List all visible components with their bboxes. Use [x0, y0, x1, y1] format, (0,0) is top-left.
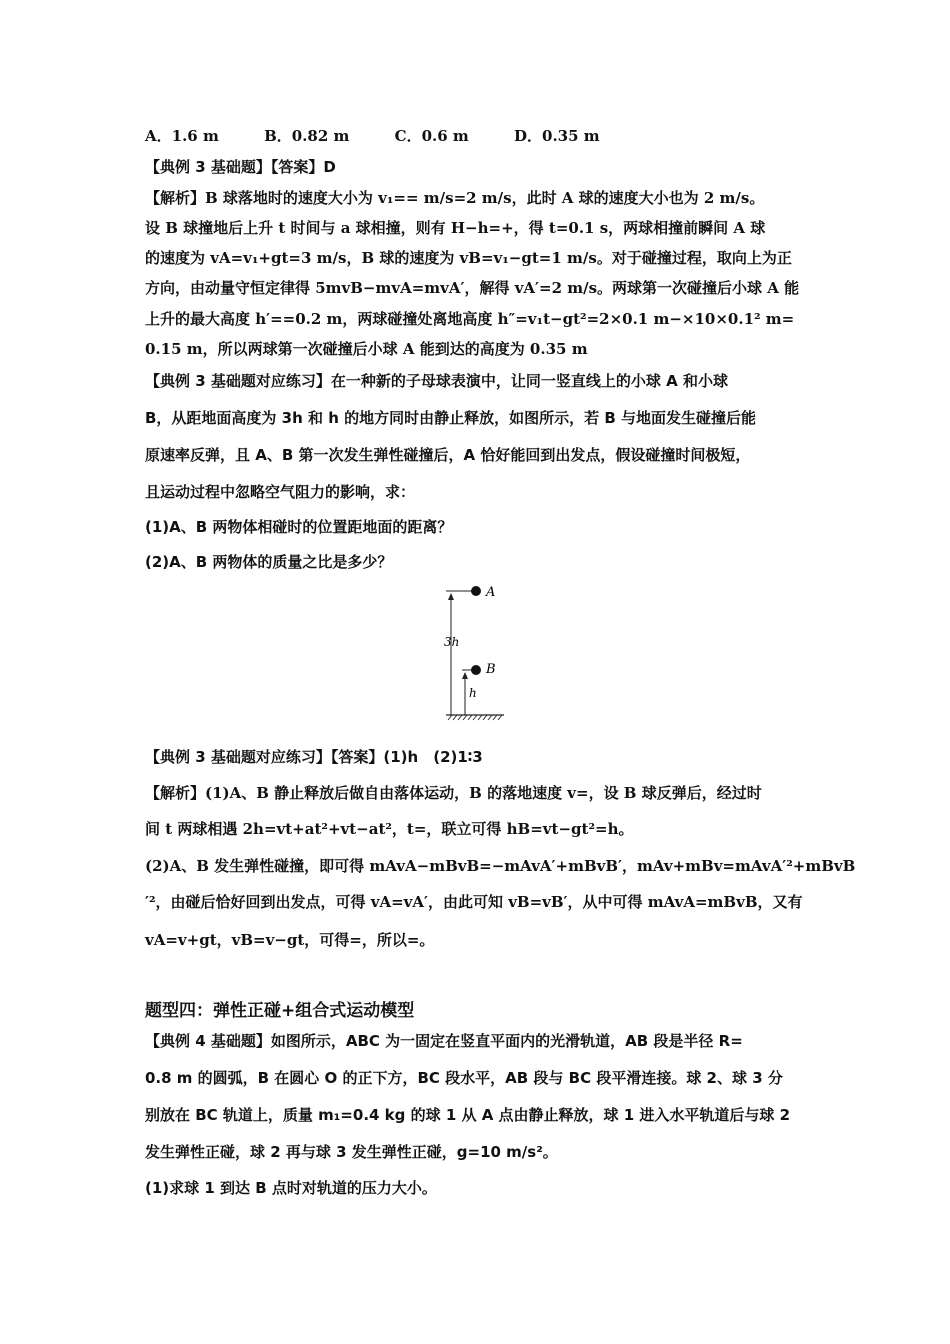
ex3-analysis-line: 0.15 m，所以两球第一次碰撞后小球 A 能到达的高度为 0.35 m: [145, 340, 588, 358]
ball-b: [471, 665, 481, 675]
ex4-question-line: 【典例 4 基础题】如图所示，ABC 为一固定在竖直平面内的光滑轨道，AB 段是半径 R=: [145, 1032, 743, 1050]
practice-question-line: (1)A、B 两物体相碰时的位置距地面的距离？: [145, 518, 453, 536]
label-b: B: [486, 662, 496, 677]
practice-analysis-line: (2)A、B 发生弹性碰撞，即可得 mAvA−mBvB=−mAvA′+mBvB′，mAv+mBv=mAvA′²+mBvB: [145, 857, 856, 875]
ex4-question-line: 发生弹性正碰，球 2 再与球 3 发生弹性正碰，g=10 m/s²。: [145, 1143, 558, 1161]
practice-analysis-line: vA=v+gt，vB=v−gt，可得=，所以=。: [145, 931, 435, 949]
answer-options: [145, 126, 840, 146]
practice-question-line: 【典例 3 基础题对应练习】在一种新的子母球表演中，让同一竖直线上的小球 A 和小球: [145, 372, 728, 390]
option-b: B．0.82 m: [264, 127, 350, 145]
ground-hatching: [448, 715, 502, 720]
practice-analysis-line: 【解析】(1)A、B 静止释放后做自由落体运动，B 的落地速度 v=，设 B 球反弹后，经过时: [145, 784, 762, 802]
practice-question-line: 且运动过程中忽略空气阻力的影响，求：: [145, 483, 416, 501]
ex3-analysis-line: 方向，由动量守恒定律得 5mvB−mvA=mvA′，解得 vA′=2 m/s。两球第一次碰撞后小球 A 能: [145, 279, 800, 297]
practice-question-line: B，从距地面高度为 3h 和 h 的地方同时由静止释放，如图所示，若 B 与地面发生碰撞后能: [145, 409, 756, 427]
practice-question-line: 原速率反弹，且 A、B 第一次发生弹性碰撞后，A 恰好能回到出发点，假设碰撞时间极短，: [145, 446, 751, 464]
ex3-analysis-line: 【解析】B 球落地时的速度大小为 v₁== m/s=2 m/s，此时 A 球的速度大小也为 2 m/s。: [145, 189, 765, 207]
option-c: C．0.6 m: [394, 127, 469, 145]
two-ball-figure: [438, 578, 518, 726]
practice-question-line: (2)A、B 两物体的质量之比是多少？: [145, 553, 393, 571]
dim-h-arrow-up: [462, 672, 468, 679]
ex3-analysis-line: 的速度为 vA=v₁+gt=3 m/s，B 球的速度为 vB=v₁−gt=1 m/s。对于碰撞过程，取向上为正: [145, 249, 792, 267]
option-d: D．0.35 m: [514, 127, 600, 145]
label-h: h: [469, 686, 477, 700]
label-3h: 3h: [444, 635, 460, 649]
ex4-question-line: 别放在 BC 轨道上，质量 m₁=0.4 kg 的球 1 从 A 点由静止释放，球 1 进入水平轨道后与球 2: [145, 1106, 791, 1124]
dim-3h-arrow-up: [448, 593, 454, 600]
ball-a: [471, 586, 481, 596]
ex3-answer-heading: 【典例 3 基础题】【答案】D: [145, 158, 336, 176]
ex4-question-line: 0.8 m 的圆弧，B 在圆心 O 的正下方，BC 段水平，AB 段与 BC 段平滑连接。球 2、球 3 分: [145, 1069, 783, 1087]
section-title: 题型四：弹性正碰+组合式运动模型: [145, 1001, 415, 1021]
practice-analysis-line: 间 t 两球相遇 2h=vt+at²+vt−at²，t=，联立可得 hB=vt−gt²=h。: [145, 820, 634, 838]
label-a: A: [486, 585, 496, 600]
practice-answer-heading: 【典例 3 基础题对应练习】【答案】(1)h (2)1∶3: [145, 748, 483, 766]
practice-analysis-line: ′²，由碰后恰好回到出发点，可得 vA=vA′，由此可知 vB=vB′，从中可得 mAvA=mBvB，又有: [145, 893, 803, 911]
ex3-analysis-line: 上升的最大高度 h′==0.2 m，两球碰撞处离地高度 h″=v₁t−gt²=2×0.1 m−×10×0.1² m=: [145, 310, 795, 328]
ex4-question-line: (1)求球 1 到达 B 点时对轨道的压力大小。: [145, 1179, 437, 1197]
option-a: A．1.6 m: [145, 127, 219, 145]
ex3-analysis-line: 设 B 球撞地后上升 t 时间与 a 球相撞，则有 H−h=+，得 t=0.1 s，两球相撞前瞬间 A 球: [145, 219, 766, 237]
